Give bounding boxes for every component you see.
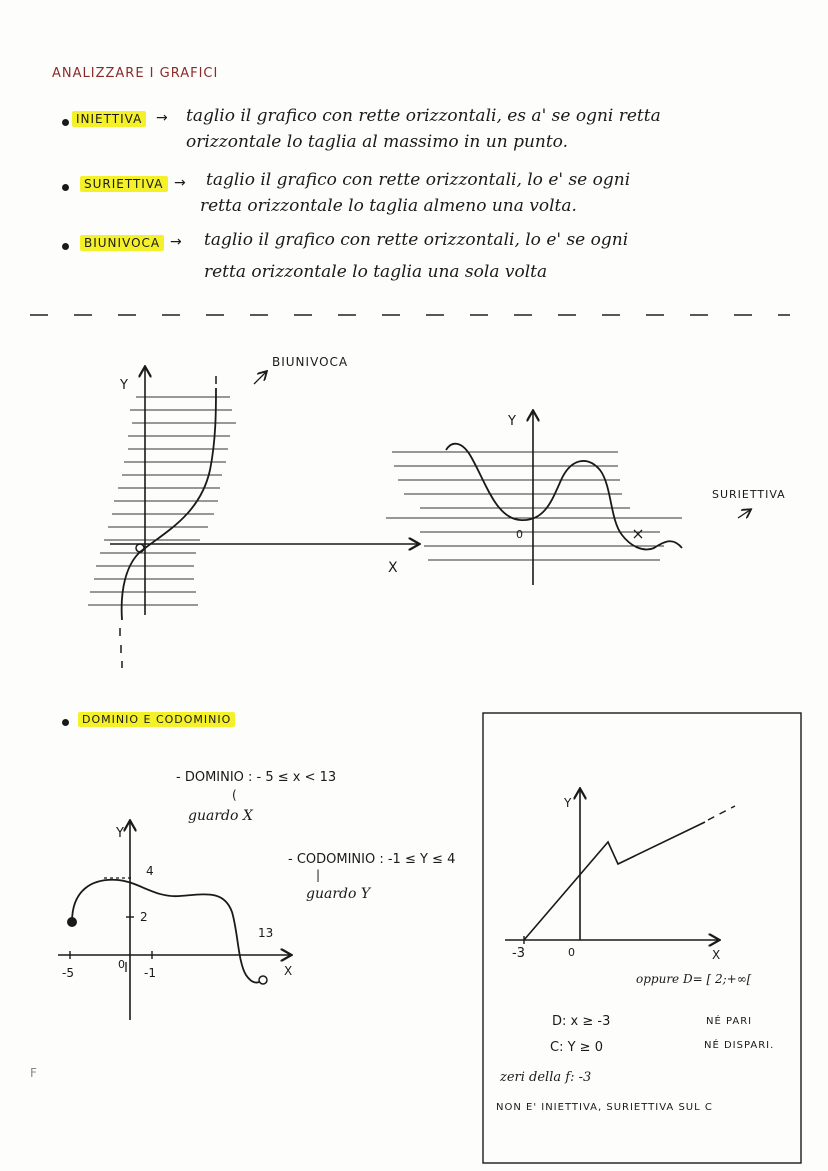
box-y-label: Y xyxy=(564,796,572,810)
graph1-x-label: X xyxy=(388,560,398,576)
arrow-icon: → xyxy=(174,175,186,191)
bullet xyxy=(62,719,69,726)
box-origin: 0 xyxy=(568,946,575,959)
def-suriettiva-line1: taglio il grafico con rette orizzontali, lo e' se ogni xyxy=(206,170,631,190)
dominio-pointer: ( xyxy=(232,788,237,802)
margin-mark: F xyxy=(30,1066,37,1080)
term-suriettiva: SURIETTIVA xyxy=(80,176,168,192)
def-iniettiva-line1: taglio il grafico con rette orizzontali, es a' se ogni retta xyxy=(186,106,661,126)
graph3-x-label: X xyxy=(284,964,293,978)
graph2-origin: 0 xyxy=(516,528,523,541)
dominio-note: guardo X xyxy=(188,808,253,824)
box-zeri: zeri della f: -3 xyxy=(500,1070,592,1085)
codominio-text: - CODOMINIO : -1 ≤ Y ≤ 4 xyxy=(288,852,456,867)
box-graph xyxy=(483,713,801,1163)
def-biunivoca-line1: taglio il grafico con rette orizzontali, lo e' se ogni xyxy=(204,230,629,250)
box-domain: D: x ≥ -3 xyxy=(552,1014,611,1029)
def-suriettiva-line2: retta orizzontale lo taglia almeno una volta. xyxy=(200,196,577,216)
bullet xyxy=(62,184,69,191)
graph1-label: BIUNIVOCA xyxy=(272,355,349,369)
codominio-note: guardo Y xyxy=(306,886,371,902)
graph3-tick-neg1: -1 xyxy=(144,966,156,980)
graph3-tick-13: 13 xyxy=(258,926,274,940)
arrow-icon: → xyxy=(156,110,168,126)
dominio-codominio-heading: DOMINIO E CODOMINIO xyxy=(78,712,235,727)
dominio-text: - DOMINIO : - 5 ≤ x < 13 xyxy=(176,770,337,785)
def-biunivoca-line2: retta orizzontale lo taglia una sola volta xyxy=(204,262,548,282)
graph-suriettiva xyxy=(386,412,750,585)
graph2-y-label: Y xyxy=(508,414,516,429)
def-iniettiva-line2: orizzontale lo taglia al massimo in un punto. xyxy=(186,132,569,152)
graph-dominio xyxy=(58,822,293,1020)
box-oppure: oppure D= [ 2;+∞[ xyxy=(636,972,752,986)
page-title: ANALIZZARE I GRAFICI xyxy=(52,66,219,81)
graph3-origin: 0 xyxy=(118,958,125,971)
box-conclusion: NON E' INIETTIVA, SURIETTIVA SUL C xyxy=(496,1102,713,1113)
graph3-y-label: Y xyxy=(116,826,124,841)
bullet xyxy=(62,119,69,126)
graph3-tick-neg5: -5 xyxy=(62,966,74,980)
term-biunivoca: BIUNIVOCA xyxy=(80,235,164,251)
graph3-tick-2: 2 xyxy=(140,910,148,924)
graph-biunivoca xyxy=(88,368,418,668)
codominio-pointer: | xyxy=(316,868,321,882)
term-iniettiva: INIETTIVA xyxy=(72,111,146,127)
graph2-label: SURIETTIVA xyxy=(712,488,786,501)
graph3-tick-4: 4 xyxy=(146,864,154,878)
graph1-y-label: Y xyxy=(120,378,128,393)
box-codomain: C: Y ≥ 0 xyxy=(550,1040,603,1055)
box-ne-pari: NÉ PARI xyxy=(706,1016,753,1027)
box-ne-dispari: NÉ DISPARI. xyxy=(704,1040,775,1051)
box-x-label: X xyxy=(712,948,721,962)
box-tick-neg3: -3 xyxy=(512,946,525,961)
arrow-icon: → xyxy=(170,234,182,250)
bullet xyxy=(62,243,69,250)
